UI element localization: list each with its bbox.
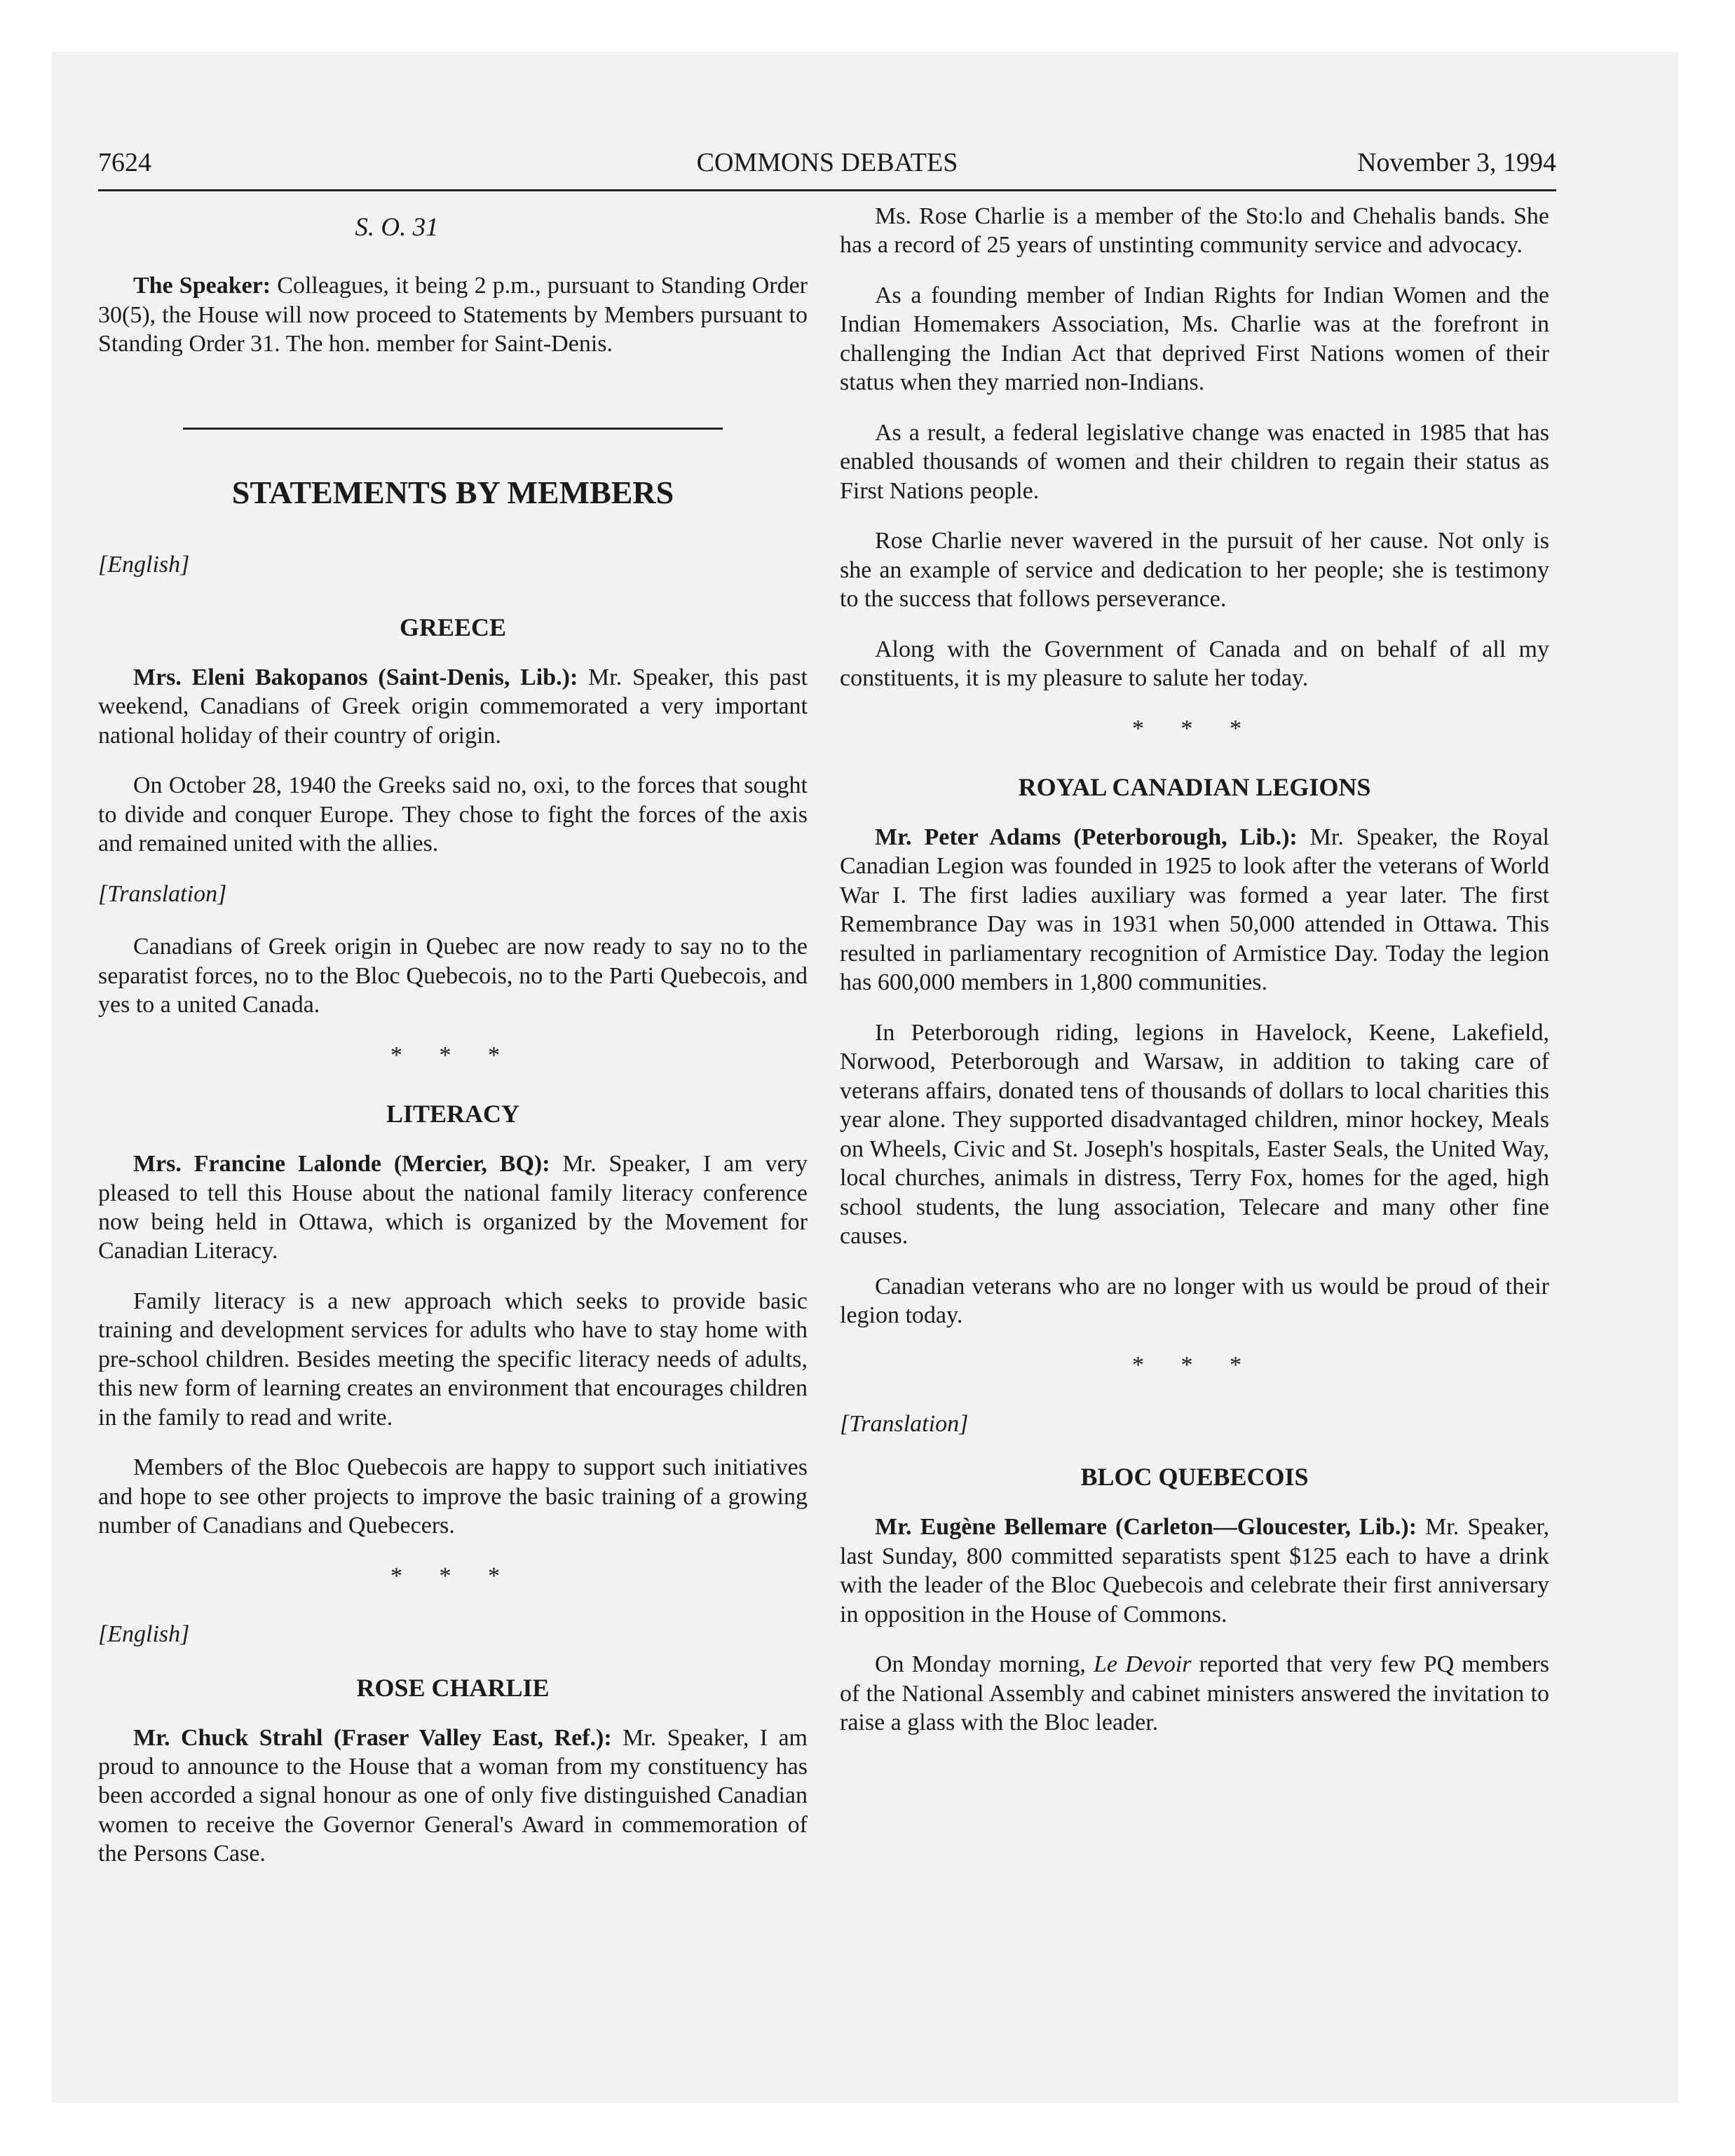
language-marker: [English] — [98, 551, 190, 578]
running-header — [98, 147, 1556, 191]
statement-paragraph: Ms. Rose Charlie is a member of the Sto:lo and Chehalis bands. She has a record of 25 years of unstinting community service and advocacy. — [840, 203, 1549, 259]
speaker-paragraph — [98, 271, 808, 358]
statement-text: Mr. Speaker, the Royal Canadian Legion was founded in 1925 to look after the veterans of World War I. The first ladies auxiliary was formed a year later. The first Remembrance Day was in 1931 when 50,000 attended in Ottawa. This resulted in parliamentary recognition of Armistice Day. Today the legion has 600,000 members in 1,800 communities. — [840, 824, 1549, 996]
newspaper-title: Le Devoir — [1093, 1651, 1192, 1678]
statement-paragraph — [840, 823, 1549, 997]
statement-text: Mr. Speaker, this past weekend, Canadians of Greek origin commemorated a very important national holiday of their country of origin. — [98, 664, 808, 749]
statement-text: Mr. Speaker, I am proud to announce to the House that a woman from my constituency has been accorded a signal honour as one of only five distinguished Canadian women to receive the Governor General's Award in commemoration of the Persons Case. — [98, 1724, 808, 1867]
topic-title-rose-charlie: ROSE CHARLIE — [356, 1673, 550, 1702]
member-name: Mrs. Francine Lalonde (Mercier, BQ): — [133, 1151, 550, 1178]
standing-order-label: S. O. 31 — [355, 213, 439, 242]
statement-paragraph — [98, 1149, 808, 1266]
publication-title: COMMONS DEBATES — [696, 148, 958, 177]
statement-paragraph: As a founding member of Indian Rights for Indian Women and the Indian Homemakers Association, Ms. Charlie was at the forefront in challenging the Indian Act that deprived First Nations women of their status when they married non-Indians. — [840, 282, 1549, 396]
member-name: Mrs. Eleni Bakopanos (Saint-Denis, Lib.): — [133, 664, 578, 691]
statement-paragraph: On October 28, 1940 the Greeks said no, oxi, to the forces that sought to divide and conquer Europe. They chose to fight the forces of the axis and remained united with the allies. — [98, 772, 808, 857]
statement-paragraph: Family literacy is a new approach which seeks to provide basic training and development services for adults who have to stay home with pre-school children. Besides meeting the specific literacy needs of adults, this new form of learning creates an environment that encourages children in the family to read and write. — [98, 1288, 808, 1431]
section-separator: * * * — [1132, 1352, 1257, 1379]
section-separator: * * * — [390, 1562, 515, 1589]
section-title: STATEMENTS BY MEMBERS — [231, 474, 674, 510]
speaker-text: Colleagues, it being 2 p.m., pursuant to Standing Order 30(5), the House will now proceed to Statements by Members pursuant to Standing Order 31. The hon. member for Saint-Denis. — [98, 273, 808, 357]
statement-text: Mr. Speaker, I am very pleased to tell this House about the national family literacy conference now being held in Ottawa, which is organized by the Movement for Canadian Literacy. — [98, 1151, 808, 1264]
statement-paragraph — [840, 1513, 1549, 1629]
statement-paragraph: Canadian veterans who are no longer with us would be proud of their legion today. — [840, 1273, 1549, 1328]
statement-text: reported that very few PQ members of the National Assembly and cabinet ministers answered the invitation to raise a glass with the Bloc leader. — [840, 1651, 1549, 1736]
statement-paragraph — [840, 1650, 1549, 1737]
statement-text: On Monday morning, — [875, 1651, 1094, 1678]
statement-paragraph: As a result, a federal legislative change was enacted in 1985 that has enabled thousands of women and their children to regain their status as First Nations people. — [840, 419, 1549, 504]
section-separator: * * * — [390, 1042, 515, 1068]
statement-paragraph — [98, 663, 808, 750]
topic-title-royal-canadian-legions: ROYAL CANADIAN LEGIONS — [1018, 773, 1371, 802]
topic-title-literacy: LITERACY — [386, 1100, 520, 1128]
member-name: Mr. Eugène Bellemare (Carleton—Gloucester, Lib.): — [875, 1514, 1417, 1541]
statement-paragraph: Members of the Bloc Quebecois are happy to support such initiatives and hope to see other projects to improve the basic training of a growing number of Canadians and Quebecers. — [98, 1454, 808, 1539]
right-column — [840, 202, 1549, 1759]
statement-paragraph — [98, 1724, 808, 1869]
statement-paragraph: In Peterborough riding, legions in Havelock, Keene, Lakefield, Norwood, Peterborough and Warsaw, in addition to taking care of veterans affairs, donated tens of thousands of dollars to local charities this year alone. They supported disadvantaged children, minor hockey, Meals on Wheels, Civic and St. Joseph's hospitals, Easter Seals, the United Way, local churches, animals in distress, Terry Fox, homes for the aged, high school students, the lung association, Telecare and many other fine causes. — [840, 1019, 1549, 1250]
member-name: Mr. Chuck Strahl (Fraser Valley East, Ref.): — [133, 1724, 612, 1751]
language-marker: [Translation] — [840, 1410, 969, 1437]
language-marker: [Translation] — [98, 880, 227, 907]
section-rule — [183, 428, 723, 430]
page-number: 7624 — [98, 148, 151, 177]
statement-paragraph: Rose Charlie never wavered in the pursuit of her cause. Not only is she an example of service and dedication to her people; she is testimony to the success that follows perseverance. — [840, 528, 1549, 613]
statement-paragraph: Canadians of Greek origin in Quebec are now ready to say no to the separatist forces, no to the Bloc Quebecois, no to the Parti Quebecois, and yes to a united Canada. — [98, 934, 808, 1018]
section-separator: * * * — [1132, 715, 1257, 742]
member-name: Mr. Peter Adams (Peterborough, Lib.): — [875, 824, 1298, 850]
language-marker: [English] — [98, 1621, 190, 1648]
left-column — [98, 202, 808, 1890]
topic-title-bloc-quebecois: BLOC QUEBECOIS — [1080, 1463, 1309, 1492]
speaker-name: The Speaker: — [133, 273, 271, 299]
statement-paragraph: Along with the Government of Canada and on behalf of all my constituents, it is my pleasure to salute her today. — [840, 636, 1549, 692]
publication-date: November 3, 1994 — [1357, 148, 1556, 177]
statement-text: Mr. Speaker, last Sunday, 800 committed separatists spent $125 each to have a drink with the leader of the Bloc Quebecois and celebrate their first anniversary in opposition in the House of Commons. — [840, 1514, 1549, 1628]
topic-title-greece: GREECE — [399, 613, 507, 642]
